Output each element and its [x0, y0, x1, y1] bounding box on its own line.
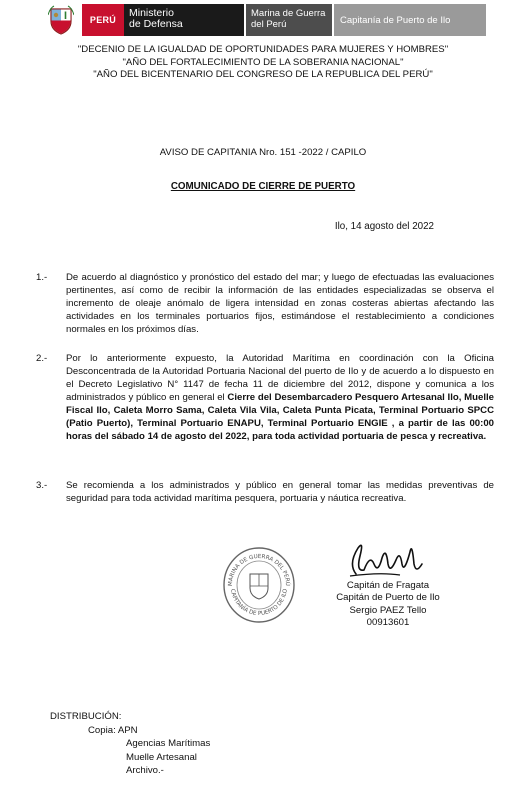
port-authority-label: Capitanía de Puerto de Ilo: [332, 4, 486, 36]
header-spacer: [208, 4, 244, 36]
paragraph-number: 2.-: [36, 353, 48, 364]
year-name-2: "AÑO DEL FORTALECIMIENTO DE LA SOBERANIA NACIONAL": [122, 56, 404, 68]
recipient: Agencias Marítimas: [126, 738, 211, 749]
distribution-block: [50, 710, 210, 778]
paragraph-number: 1.-: [36, 272, 48, 283]
year-name-1: "DECENIO DE LA IGUALDAD DE OPORTUNIDADES PARA MUJERES Y HOMBRES": [77, 44, 449, 55]
signer-code: 00913601: [366, 617, 410, 629]
year-names: [0, 44, 526, 82]
paragraph-text: Se recomienda a los administrados y público en general tomar las medidas preventivas de seguridad para toda actividad marítima pesquera, portuaria y náutica recreativa.: [66, 480, 494, 504]
recipient: Muelle Artesanal: [126, 751, 197, 763]
recipient: Archivo.-: [126, 765, 164, 776]
place-date: Ilo, 14 agosto del 2022: [334, 221, 434, 232]
signer-position: Capitán de Puerto de Ilo: [336, 592, 440, 604]
closure-details: Cierre del Desembarcadero Pesquero Artesanal Ilo, Muelle Fiscal Ilo, Caleta Morro Sama, Caleta Vila Vila, Caleta Punta Picata, Terminal Portuario SPCC (Patio Puerto), Terminal Portuario ENAPU, Terminal Portuario ENGIE , a partir de las 00:00 horas del sábado 14 de agosto del 2022, para toda actividad portuaria de pesca y recreativa.: [66, 392, 494, 442]
paragraph-3: [36, 479, 494, 505]
paragraph-text: De acuerdo al diagnóstico y pronóstico del estado del mar; y luego de efectuadas las evaluaciones pertinentes, así como de recibir la información de las entidades especializadas se observa el incremento de oleaje anómalo de ligera intensidad en zonas costeras abiertas afectando las actividades en los terminales portuarios fijos, estimándose el restablecimiento a condiciones normales en los próximos días.: [66, 272, 494, 335]
letterhead: [40, 4, 486, 36]
paragraph-2: [36, 352, 494, 443]
distribution-label: DISTRIBUCIÓN:: [50, 711, 122, 722]
handwritten-signature: [340, 534, 440, 584]
notice-title: COMUNICADO DE CIERRE DE PUERTO: [170, 181, 356, 192]
notice-reference: AVISO DE CAPITANIA Nro. 151 -2022 / CAPILO: [159, 147, 367, 158]
coat-of-arms-icon: [40, 4, 82, 36]
signer-block: [318, 580, 458, 630]
copy-line: Copia: APN: [88, 724, 138, 736]
ministry-label: Ministerio de Defensa: [124, 4, 208, 36]
paragraph-1: [36, 271, 494, 336]
navy-label: Marina de Guerra del Perú: [244, 4, 332, 36]
seal-top-text: MARINA DE GUERRA DEL PERÚ: [227, 553, 291, 587]
country-label: PERÚ: [82, 4, 124, 36]
year-name-3: "AÑO DEL BICENTENARIO DEL CONGRESO DE LA REPUBLICA DEL PERÚ": [93, 69, 433, 80]
signer-rank: Capitán de Fragata: [346, 580, 430, 591]
seal-bottom-text: CAPITANÍA DE PUERTO DE ILO: [229, 588, 289, 618]
official-seal: [222, 546, 296, 624]
paragraph-number: 3.-: [36, 480, 48, 491]
signer-name: Sergio PAEZ Tello: [349, 604, 427, 616]
paragraph-text: Por lo anteriormente expuesto, la Autoridad Marítima en coordinación con la Oficina Desconcentrada de la Autoridad Portuaria Nacional del puerto de Ilo y de acuerdo a lo dispuesto en el Decreto Legislativo N° 1147 de fecha 11 de diciembre del 2012, dispone y comunica a los administrados y público en general el Cierre del Desembarcadero Pesquero Artesanal Ilo, Muelle Fiscal Ilo, Caleta Morro Sama, Caleta Vila Vila, Caleta Punta Picata, Terminal Portuario SPCC (Patio Puerto), Terminal Portuario ENAPU, Terminal Portuario ENGIE , a partir de las 00:00 horas del sábado 14 de agosto del 2022, para toda actividad portuaria de pesca y recreativa.: [66, 353, 494, 442]
